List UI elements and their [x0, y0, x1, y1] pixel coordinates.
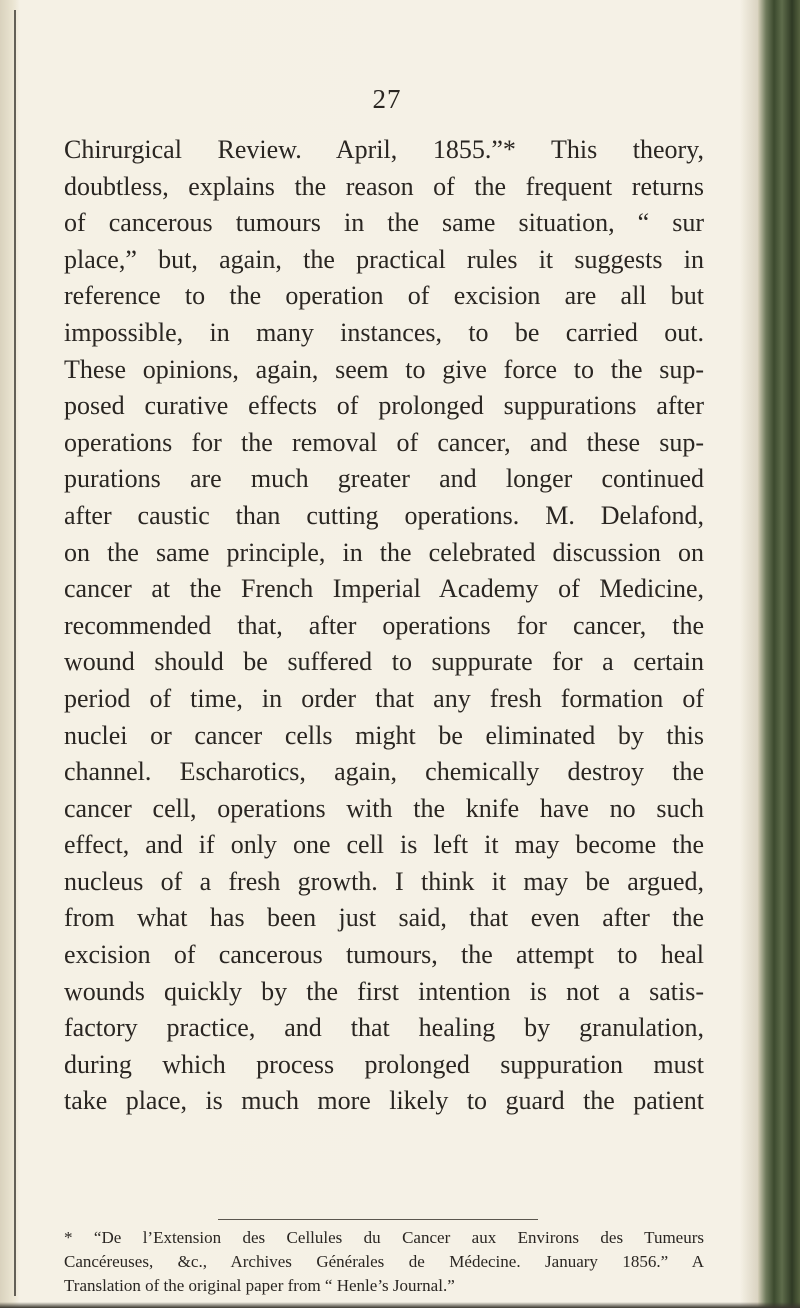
page-gutter	[0, 0, 20, 1308]
footnote-line: * “De l’Extension des Cellules du Cancer aux Environs des Tumeurs	[64, 1228, 704, 1247]
body-line: wounds quickly by the first intention is not a satis-	[64, 976, 704, 1006]
binding-shadow	[740, 0, 758, 1308]
footnote-line: Cancéreuses, &c., Archives Générales de Médecine. January 1856.” A	[64, 1252, 704, 1271]
footnote-line: Translation of the original paper from “ Henle’s Journal.”	[64, 1276, 455, 1295]
body-line: Chirurgical Review. April, 1855.”* This theory,	[64, 135, 704, 164]
body-line: posed curative effects of prolonged suppurations after	[64, 391, 704, 421]
body-line: reference to the operation of excision are all but	[64, 281, 704, 311]
page-edge-rule	[14, 10, 16, 1296]
body-line: during which process prolonged suppuration must	[64, 1049, 704, 1079]
body-line: impossible, in many instances, to be carried out.	[64, 317, 704, 347]
body-line: doubtless, explains the reason of the frequent returns	[64, 171, 704, 201]
footnote-divider	[218, 1219, 538, 1220]
page-number: 27	[372, 84, 402, 114]
body-line: place,” but, again, the practical rules it suggests in	[64, 244, 704, 274]
body-line: take place, is much more likely to guard the patient	[64, 1086, 704, 1116]
body-line: wound should be suffered to suppurate for a certain	[64, 647, 704, 677]
body-line: channel. Escharotics, again, chemically destroy the	[64, 757, 704, 787]
body-line: of cancerous tumours in the same situation, “ sur	[64, 208, 704, 238]
page-bottom-edge	[0, 1302, 800, 1308]
book-spine-edge	[758, 0, 800, 1308]
body-line: nuclei or cancer cells might be eliminated by this	[64, 720, 704, 750]
body-line: period of time, in order that any fresh formation of	[64, 683, 704, 713]
footnote	[64, 1226, 704, 1298]
body-line: nucleus of a fresh growth. I think it may be argued,	[64, 866, 704, 896]
body-line: cancer cell, operations with the knife have no such	[64, 793, 704, 823]
body-line: operations for the removal of cancer, and these sup-	[64, 427, 704, 457]
body-line: These opinions, again, seem to give force to the sup-	[64, 354, 704, 384]
body-line: after caustic than cutting operations. M. Delafond,	[64, 500, 704, 530]
body-line: effect, and if only one cell is left it may become the	[64, 830, 704, 860]
body-line: factory practice, and that healing by granulation,	[64, 1013, 704, 1043]
body-line: recommended that, after operations for cancer, the	[64, 610, 704, 640]
body-line: on the same principle, in the celebrated discussion on	[64, 537, 704, 567]
body-text	[64, 132, 704, 1120]
body-line: excision of cancerous tumours, the attempt to heal	[64, 940, 704, 970]
body-line: from what has been just said, that even after the	[64, 903, 704, 933]
body-line: cancer at the French Imperial Academy of Medicine,	[64, 574, 704, 604]
body-line: purations are much greater and longer continued	[64, 464, 704, 494]
